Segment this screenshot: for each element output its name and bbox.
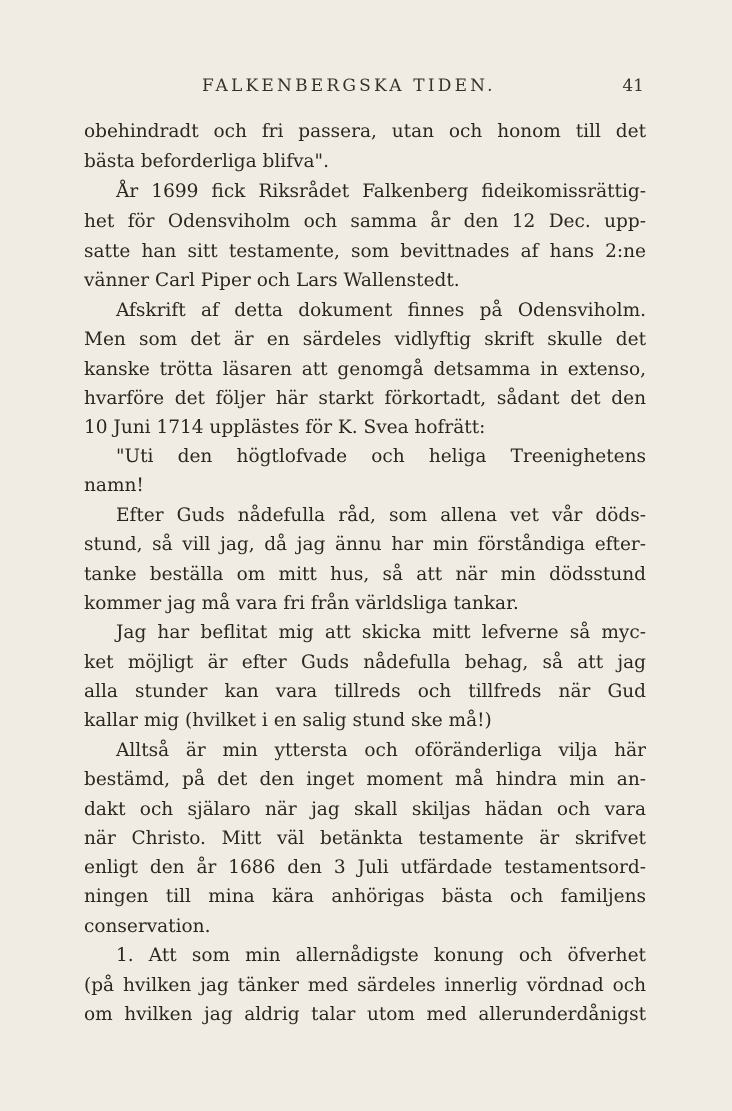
text-line: stund, så vill jag, då jag ännu har min förståndiga efter- [84,534,646,555]
text-line: satte han sitt testamente, som bevittnades af hans 2:ne [84,241,646,262]
page-header [84,76,646,102]
text-line: het för Odensviholm och samma år den 12 Dec. upp- [84,211,646,232]
text-line: År 1699 fick Riksrådet Falkenberg fideikomissrättig- [116,181,646,202]
text-line: hvarföre det följer här starkt förkortadt, sådant det den [84,388,646,409]
text-line: kommer jag må vara fri från världsliga tankar. [84,593,519,614]
text-line: 1. Att som min allernådigste konung och öfverhet [116,945,646,966]
text-line: enligt den år 1686 den 3 Juli utfärdade testamentsord- [84,857,646,878]
text-line: dakt och själaro när jag skall skiljas hädan och vara [84,799,646,820]
text-line: bestämd, på det den inget moment må hindra min an- [84,769,646,790]
text-line: om hvilken jag aldrig talar utom med allerunderdånigst [84,1004,646,1025]
text-line: Afskrift af detta dokument finnes på Odensviholm. [116,300,646,321]
text-line: (på hvilken jag tänker med särdeles innerlig vördnad och [84,975,646,996]
text-line: conservation. [84,916,211,937]
text-line: 10 Juni 1714 upplästes för K. Svea hofrätt: [84,417,486,438]
text-line: tanke beställa om mitt hus, så att när min dödsstund [84,564,646,585]
text-line: Alltså är min yttersta och oföränderliga vilja här [116,740,646,761]
text-line: obehindradt och fri passera, utan och honom till det [84,121,646,142]
text-line: kanske trötta läsaren att genomgå detsamma in extenso, [84,359,646,380]
text-line: "Uti den högtlofvade och heliga Treenighetens [116,446,646,467]
text-line: när Christo. Mitt väl betänkta testamente är skrifvet [84,828,646,849]
text-line: Men som det är en särdeles vidlyftig skrift skulle det [84,329,646,350]
text-line: vänner Carl Piper och Lars Wallenstedt. [84,270,460,291]
text-line: kallar mig (hvilket i en salig stund ske må!) [84,710,492,731]
page-number: 41 [622,76,644,96]
text-line: alla stunder kan vara tillreds och tillfreds när Gud [84,681,646,702]
text-line: Efter Guds nådefulla råd, som allena vet vår döds- [116,505,646,526]
text-line: ningen till mina kära anhörigas bästa och familjens [84,886,646,907]
text-line: namn! [84,475,144,496]
running-title: FALKENBERGSKA TIDEN. [202,76,496,96]
text-line: Jag har beflitat mig att skicka mitt lefverne så myc- [116,622,646,643]
text-line: ket möjligt är efter Guds nådefulla behag, så att jag [84,652,646,673]
text-line: bästa beforderliga blifva". [84,151,329,172]
